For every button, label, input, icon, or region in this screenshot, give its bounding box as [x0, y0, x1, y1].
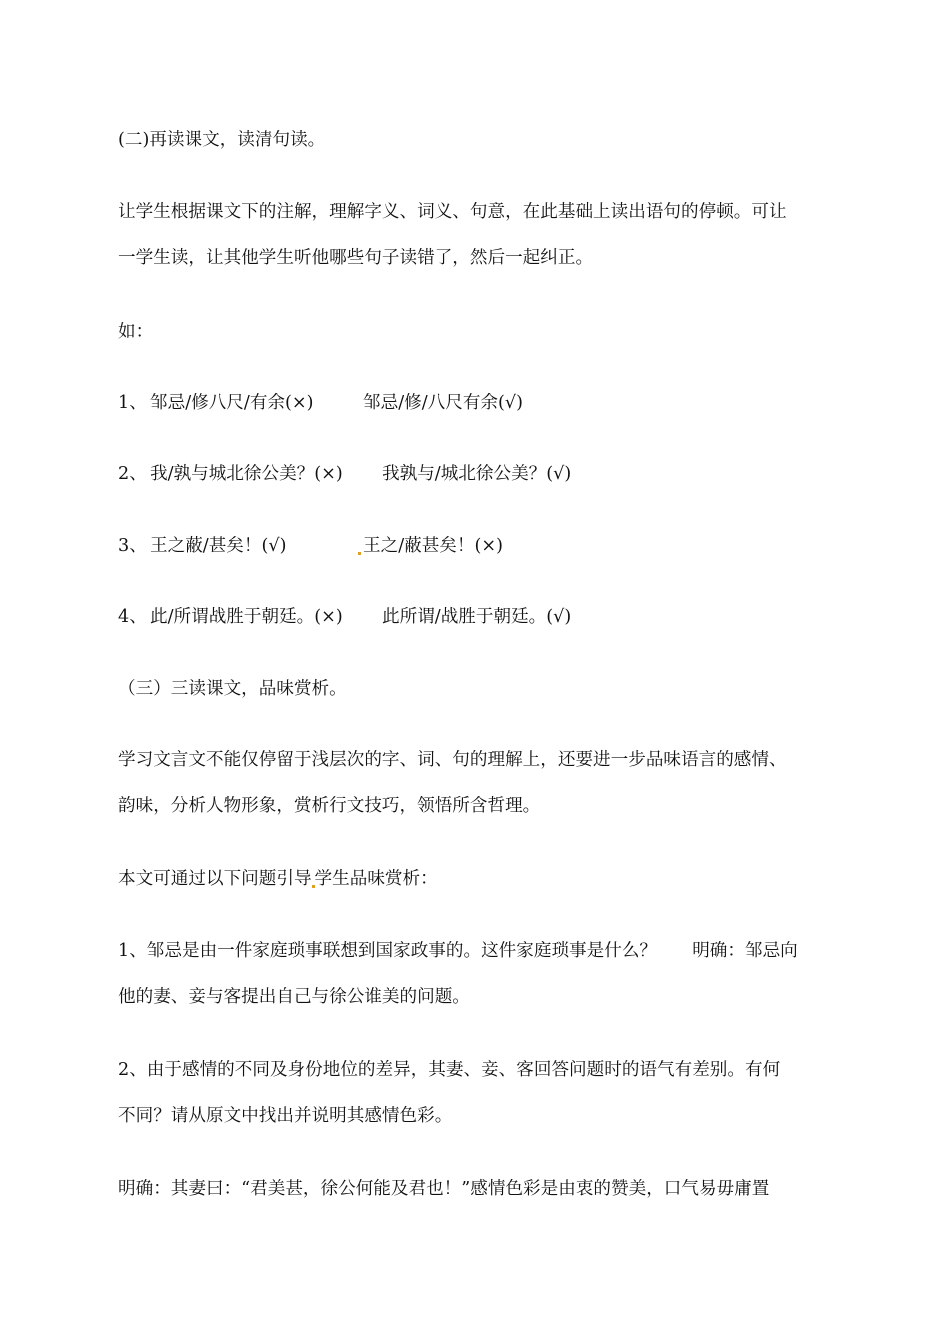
example-correct: 王之/蔽甚矣！(×)	[363, 536, 503, 556]
answer-line: 明确：其妻曰：“君美甚，徐公何能及君也！”感情色彩是由衷的赞美，口气易毋庸置	[118, 1179, 770, 1199]
example-incorrect: 王之蔽/甚矣！(√)	[150, 536, 287, 556]
example-correct: 邹忌/修/八尺有余(√)	[363, 393, 523, 413]
instruction-line-2: 一学生读，让其他学生听他哪些句子读错了，然后一起纠正。	[118, 248, 594, 268]
guide-text-b: 学生品味赏析：	[314, 869, 438, 889]
example-number: 4、	[118, 607, 147, 627]
question-1-line-1: 1、邹忌是由一件家庭琐事联想到国家政事的。这件家庭琐事是什么？ 明确：邹忌向	[118, 941, 798, 961]
example-intro: 如：	[118, 322, 154, 342]
example-correct: 我孰与/城北徐公美？(√)	[382, 464, 572, 484]
example-incorrect: 我/孰与城北徐公美？(×)	[150, 464, 343, 484]
instruction-line-1: 让学生根据课文下的注解，理解字义、词义、句意，在此基础上读出语句的停顿。可让	[118, 202, 787, 222]
appreciation-line-2: 韵味，分析人物形象，赏析行文技巧，领悟所含哲理。	[118, 796, 541, 816]
example-incorrect: 邹忌/修八尺/有余(×)	[150, 393, 314, 413]
question-1-line-2: 他的妻、妾与客提出自己与徐公谁美的问题。	[118, 987, 470, 1007]
appreciation-line-1: 学习文言文不能仅停留于浅层次的字、词、句的理解上，还要进一步品味语言的感情、	[118, 750, 787, 770]
example-number: 1、	[118, 393, 147, 413]
section-heading-3: （三）三读课文，品味赏析。	[118, 679, 347, 699]
example-correct: 此所谓/战胜于朝廷。(√)	[382, 607, 572, 627]
guide-line	[118, 867, 438, 891]
question-2-line-1: 2、由于感情的不同及身份地位的差异，其妻、妾、客回答问题时的语气有差别。有何	[118, 1060, 781, 1080]
example-number: 3、	[118, 536, 147, 556]
section-heading-2: (二)再读课文，读清句读。	[118, 130, 326, 150]
edit-marker	[358, 534, 361, 558]
guide-text-a: 本文可通过以下问题引导	[118, 869, 312, 889]
question-2-line-2: 不同？请从原文中找出并说明其感情色彩。	[118, 1106, 453, 1126]
example-incorrect: 此/所谓战胜于朝廷。(×)	[150, 607, 343, 627]
example-number: 2、	[118, 464, 147, 484]
